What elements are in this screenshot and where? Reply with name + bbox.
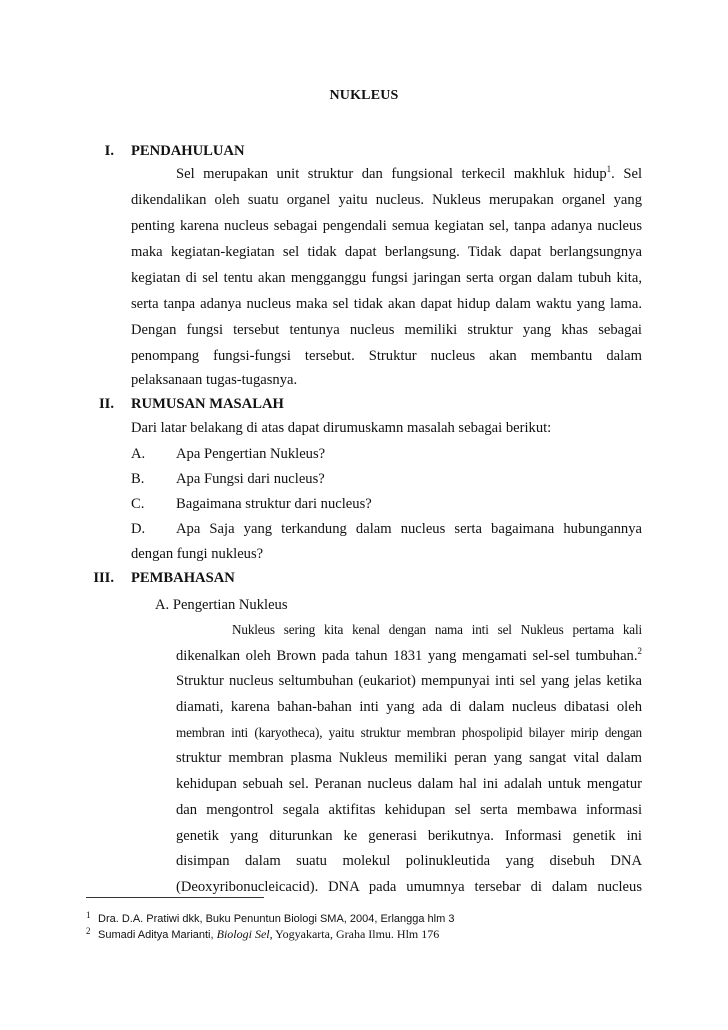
first-line-tail: . Sel xyxy=(611,166,642,182)
footnote-mark: 2 xyxy=(86,926,91,936)
list-item-letter: C. xyxy=(131,496,145,512)
subsection-a-line: Struktur nucleus seltumbuhan (eukariot) mempunyai inti sel yang jelas ketika xyxy=(176,673,642,689)
subsection-a-line: struktur membran plasma Nukleus memiliki peran yang sangat vital dalam xyxy=(176,750,642,766)
paragraph-line: kegiatan di sel tentu akan mengganggu fungsi jaringan serta organ dalam tubuh kita, xyxy=(131,270,642,286)
list-item-continuation: dengan fungi nukleus? xyxy=(131,546,264,562)
subsection-a-line: diamati, karena bahan-bahan inti yang ada di dalam nucleus dibatasi oleh xyxy=(176,699,642,715)
subsection-a-line: (Deoxyribonucleicacid). DNA pada umumnya tersebar di dalam nucleus xyxy=(176,879,642,895)
footnote-separator xyxy=(86,897,264,898)
list-item-text: Bagaimana struktur dari nucleus? xyxy=(176,496,372,512)
subsection-a-line: kehidupan sebuah sel. Peranan nucleus dalam hal ini adalah untuk mengatur xyxy=(176,776,642,792)
section-1-heading: PENDAHULUAN xyxy=(131,143,245,159)
subsection-a-line: disimpan dalam suatu molekul polinukleutida yang disebuh DNA xyxy=(176,853,642,869)
footnote-1 xyxy=(86,910,454,926)
section-2-number: II. xyxy=(98,396,114,412)
footnote-mark: 1 xyxy=(86,910,91,920)
list-item-text: Apa Fungsi dari nucleus? xyxy=(176,471,325,487)
section-1-number: I. xyxy=(104,143,114,159)
subsection-a-line xyxy=(176,648,642,665)
paragraph-line: Dengan fungsi tersebut tentunya nucleus memiliki struktur yang khas sebagai xyxy=(131,322,642,338)
paragraph-line: penompang fungsi-fungsi tersebut. Struktur nucleus akan membantu dalam xyxy=(131,348,642,364)
line-text: dikenalkan oleh Brown pada tahun 1831 yang mengamati sel-sel tumbuhan. xyxy=(176,648,638,664)
subsection-a-first-line: Nukleus sering kita kenal dengan nama inti sel Nukleus pertama kali xyxy=(232,622,642,637)
footnote-text-tail: Yogyakarta, Graha Ilmu. Hlm 176 xyxy=(272,927,440,941)
paragraph-line: serta tanpa adanya nucleus maka sel tidak akan dapat hidup dalam waktu yang lama. xyxy=(131,296,642,312)
footnote-text: Dra. D.A. Pratiwi dkk, Buku Penuntun Biologi SMA, 2004, Erlangga hlm 3 xyxy=(98,913,455,925)
subsection-a-line: dan mengontrol segala aktifitas kehidupan sel serta membawa informasi xyxy=(176,802,642,818)
footnote-2 xyxy=(86,926,439,942)
list-item-text: Apa Saja yang terkandung dalam nucleus serta bagaimana hubungannya xyxy=(176,521,642,537)
section-1-paragraph-first-line xyxy=(176,166,642,183)
subsection-a-line: genetik yang diturunkan ke generasi berikutnya. Informasi genetik ini xyxy=(176,828,642,844)
list-item-text: Apa Pengertian Nukleus? xyxy=(176,446,326,462)
page-title: NUKLEUS xyxy=(329,88,399,103)
paragraph-line: pelaksanaan tugas-tugasnya. xyxy=(131,372,298,388)
footnote-text: Sumadi Aditya Marianti, xyxy=(98,929,217,941)
paragraph-line: penting karena nucleus sebagai pengendali semua kegiatan sel, tanpa adanya nucleus xyxy=(131,218,642,234)
subsection-a-line: membran inti (karyotheca), yaitu struktur membran phospolipid bilayer mirip dengan xyxy=(176,725,642,740)
section-3-heading: PEMBAHASAN xyxy=(131,570,235,586)
section-2-intro: Dari latar belakang di atas dapat dirumuskamn masalah sebagai berikut: xyxy=(131,420,552,436)
section-3-number: III. xyxy=(93,570,114,586)
paragraph-line: maka kegiatan-kegiatan sel tidak dapat berlangsung. Tidak dapat berlangsungnya xyxy=(131,244,642,260)
section-2-heading: RUMUSAN MASALAH xyxy=(131,396,284,412)
footnote-ref-2[interactable]: 2 xyxy=(637,646,642,656)
footnote-ref-1[interactable]: 1 xyxy=(606,164,612,174)
first-line-text: Sel merupakan unit struktur dan fungsional terkecil makhluk hidup xyxy=(176,166,607,182)
footnote-book-title: Biologi Sel, xyxy=(216,927,273,941)
list-item-letter: D. xyxy=(131,521,146,537)
list-item-letter: A. xyxy=(131,446,146,462)
list-item-letter: B. xyxy=(131,471,145,487)
paragraph-line: dikendalikan oleh suatu organel yaitu nucleus. Nukleus merupakan organel yang xyxy=(131,192,642,208)
subsection-a-heading: A. Pengertian Nukleus xyxy=(155,597,288,613)
